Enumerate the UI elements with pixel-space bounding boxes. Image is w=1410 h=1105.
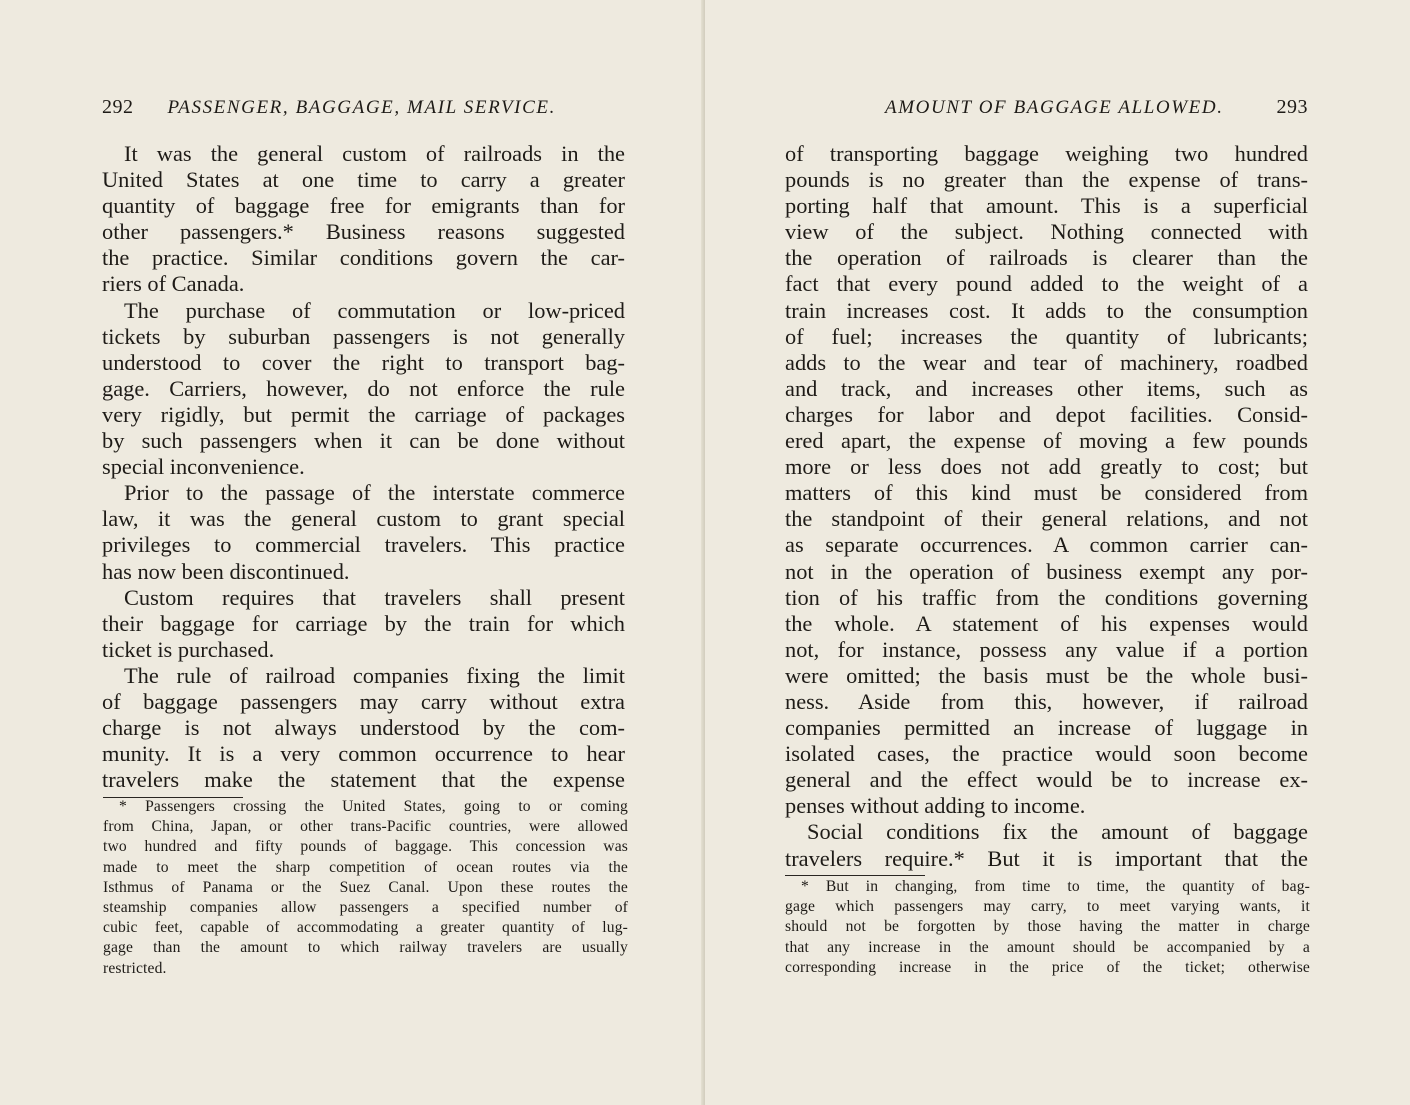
page-number: 293 [1276, 96, 1308, 118]
text-line: companies permitted an increase of luggage in [785, 715, 1308, 741]
right-page-footnote [785, 877, 1310, 978]
text-line: of fuel; increases the quantity of lubricants; [785, 323, 1308, 349]
text-line: travelers make the statement that the expense [102, 767, 625, 793]
text-line: Custom requires that travelers shall present [124, 584, 625, 610]
text-line: penses without adding to income. [785, 793, 1086, 819]
text-line: munity. It is a very common occurrence to hear [102, 741, 625, 767]
text-line: matters of this kind must be considered from [785, 480, 1308, 506]
text-line: tickets by suburban passengers is not generally [102, 323, 625, 349]
text-line: the standpoint of their general relations, and not [785, 506, 1308, 532]
text-line: other passengers.* Business reasons suggested [102, 219, 625, 245]
text-line: The purchase of commutation or low-priced [124, 297, 625, 323]
text-line: charges for labor and depot facilities. Consid- [785, 401, 1308, 427]
text-line: pounds is no greater than the expense of trans- [785, 167, 1308, 193]
text-line: by such passengers when it can be done without [102, 428, 625, 454]
footnote-rule [785, 875, 925, 876]
running-head: PASSENGER, BAGGAGE, MAIL SERVICE. [167, 97, 556, 118]
footnote-line: should not be forgotten by those having the matter in charge [785, 918, 1310, 936]
footnote-line: made to meet the sharp competition of ocean routes via the [103, 858, 628, 876]
text-line: view of the subject. Nothing connected with [785, 219, 1308, 245]
text-line: of baggage passengers may carry without extra [102, 688, 625, 714]
text-line: of transporting baggage weighing two hundred [785, 141, 1308, 166]
text-line: porting half that amount. This is a superficial [785, 193, 1308, 219]
text-line: It was the general custom of railroads in the [124, 141, 625, 166]
left-page-footnote [103, 797, 628, 979]
text-line: very rigidly, but permit the carriage of packages [102, 401, 625, 427]
page-number: 292 [102, 96, 134, 118]
text-line: quantity of baggage free for emigrants than for [102, 193, 625, 219]
text-line: gage. Carriers, however, do not enforce the rule [102, 375, 625, 401]
footnote-line: cubic feet, capable of accommodating a greater quantity of lug- [103, 919, 628, 937]
text-line: not, for instance, possess any value if a portion [785, 636, 1308, 662]
text-line: privileges to commercial travelers. This practice [102, 532, 625, 558]
text-line: special inconvenience. [102, 454, 305, 480]
left-page-body [102, 141, 625, 793]
footnote-line: Isthmus of Panama or the Suez Canal. Upon these routes the [103, 878, 628, 896]
text-line: The rule of railroad companies fixing the limit [124, 662, 625, 688]
text-line: Social conditions fix the amount of baggage [807, 819, 1308, 845]
text-line: the operation of railroads is clearer than the [785, 245, 1308, 271]
text-line: ered apart, the expense of moving a few pounds [785, 428, 1308, 454]
text-line: isolated cases, the practice would soon become [785, 741, 1308, 767]
text-line: were omitted; the basis must be the whole busi- [785, 662, 1308, 688]
footnote-line: corresponding increase in the price of the ticket; otherwise [785, 958, 1310, 976]
footnote-line: gage than the amount to which railway travelers are usually [103, 939, 628, 957]
text-line: the practice. Similar conditions govern the car- [102, 245, 625, 271]
footnote-line: steamship companies allow passengers a specified number of [103, 898, 628, 916]
right-page-body [785, 141, 1308, 872]
text-line: ness. Aside from this, however, if railroad [785, 688, 1308, 714]
right-page [705, 0, 1410, 1105]
footnote-line: * Passengers crossing the United States, going to or coming [119, 798, 628, 815]
text-line: the whole. A statement of his expenses would [785, 610, 1308, 636]
left-page-header [102, 96, 622, 126]
text-line: tion of his traffic from the conditions governing [785, 584, 1308, 610]
footnote-line: that any increase in the amount should be accompanied by a [785, 938, 1310, 956]
text-line: adds to the wear and tear of machinery, roadbed [785, 349, 1308, 375]
text-line: as separate occurrences. A common carrier can- [785, 532, 1308, 558]
text-line: charge is not always understood by the com- [102, 715, 625, 741]
text-line: riers of Canada. [102, 271, 245, 297]
text-line: ticket is purchased. [102, 636, 275, 662]
running-head: AMOUNT OF BAGGAGE ALLOWED. [885, 97, 1224, 118]
text-line: law, it was the general custom to grant special [102, 506, 625, 532]
footnote-line: from China, Japan, or other trans-Pacific countries, were allowed [103, 818, 628, 836]
text-line: general and the effect would be to increase ex- [785, 767, 1308, 793]
text-line: Prior to the passage of the interstate commerce [124, 480, 625, 506]
text-line: has now been discontinued. [102, 558, 350, 584]
footnote-line: restricted. [103, 959, 167, 977]
text-line: understood to cover the right to transport bag- [102, 349, 625, 375]
text-line: fact that every pound added to the weight of a [785, 271, 1308, 297]
right-page-header [885, 96, 1308, 126]
text-line: and track, and increases other items, such as [785, 375, 1308, 401]
footnote-line: two hundred and fifty pounds of baggage. This concession was [103, 838, 628, 856]
text-line: travelers require.* But it is important that the [785, 845, 1308, 871]
footnote-line: gage which passengers may carry, to meet varying wants, it [785, 898, 1310, 916]
text-line: not in the operation of business exempt any por- [785, 558, 1308, 584]
text-line: their baggage for carriage by the train for which [102, 610, 625, 636]
footnote-line: * But in changing, from time to time, the quantity of bag- [801, 878, 1310, 895]
text-line: train increases cost. It adds to the consumption [785, 297, 1308, 323]
text-line: United States at one time to carry a greater [102, 167, 625, 193]
text-line: more or less does not add greatly to cost; but [785, 454, 1308, 480]
